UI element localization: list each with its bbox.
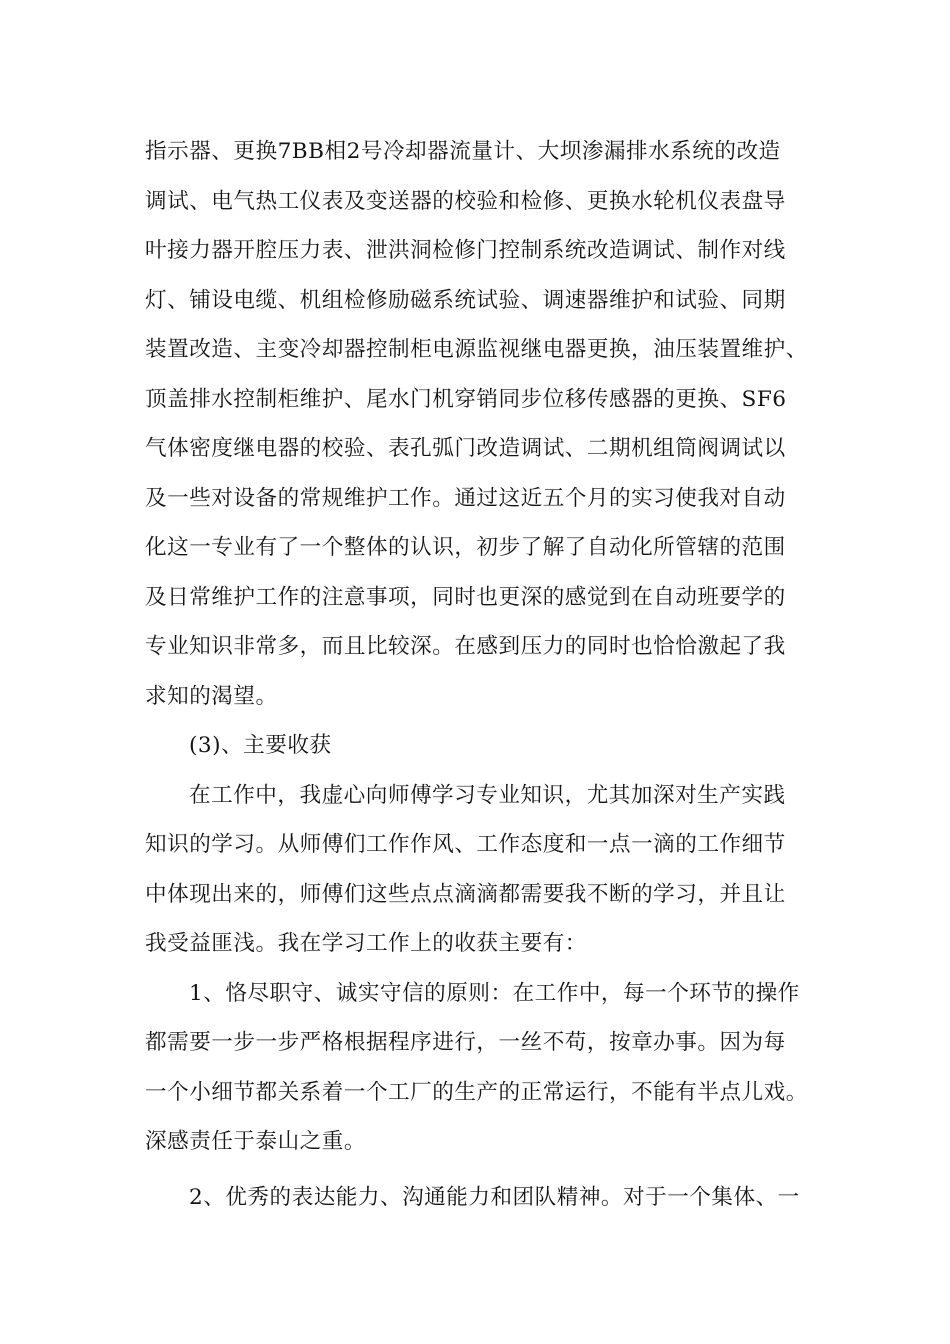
paragraph-line: 顶盖排水控制柜维护、尾水门机穿销同步位移传感器的更换、SF6: [145, 386, 787, 412]
paragraph-line: 都需要一步一步严格根据程序进行，一丝不苟，按章办事。因为每: [145, 1030, 786, 1055]
paragraph-line: 1、恪尽职守、诚实守信的原则：在工作中，每一个环节的操作: [189, 980, 800, 1006]
paragraph-line: 深感责任于泰山之重。: [145, 1129, 366, 1154]
paragraph-line: 2、优秀的表达能力、沟通能力和团队精神。对于一个集体、一: [189, 1185, 800, 1210]
paragraph-line: 调试、电气热工仪表及变送器的校验和检修、更换水轮机仪表盘导: [145, 188, 786, 214]
paragraph-line: 叶接力器开腔压力表、泄洪洞检修门控制系统改造调试、制作对线: [145, 238, 786, 263]
paragraph-line: 知识的学习。从师傅们工作作风、工作态度和一点一滴的工作细节: [145, 832, 786, 857]
paragraph-line: 专业知识非常多，而且比较深。在感到压力的同时也恰恰激起了我: [145, 634, 786, 659]
paragraph-line: 气体密度继电器的校验、表孔弧门改造调试、二期机组筒阀调试以: [145, 436, 786, 461]
paragraph-line: 在工作中，我虚心向师傅学习专业知识，尤其加深对生产实践: [189, 782, 786, 808]
paragraph-line: 及日常维护工作的注意事项，同时也更深的感觉到在自动班要学的: [145, 584, 786, 610]
paragraph-line: 及一些对设备的常规维护工作。通过这近五个月的实习使我对自动: [145, 485, 786, 511]
paragraph-line: 中体现出来的，师傅们这些点点滴滴都需要我不断的学习，并且让: [145, 881, 786, 907]
paragraph-line: 灯、铺设电缆、机组检修励磁系统试验、调速器维护和试验、同期: [145, 287, 786, 313]
paragraph-line: 我受益匪浅。我在学习工作上的收获主要有：: [145, 931, 587, 956]
paragraph-line: 一个小细节都关系着一个工厂的生产的正常运行，不能有半点儿戏。: [145, 1079, 808, 1105]
document-body: [145, 134, 810, 1230]
paragraph-line: 求知的渴望。: [145, 683, 278, 709]
paragraph-line: 装置改造、主变冷却器控制柜电源监视继电器更换，油压装置维护、: [145, 337, 808, 362]
section-heading: (3)、主要收获: [189, 733, 332, 758]
paragraph-line: 指示器、更换7BB相2号冷却器流量计、大坝渗漏排水系统的改造: [145, 139, 781, 164]
paragraph-line: 化这一专业有了一个整体的认识，初步了解了自动化所管辖的范围: [145, 535, 786, 560]
